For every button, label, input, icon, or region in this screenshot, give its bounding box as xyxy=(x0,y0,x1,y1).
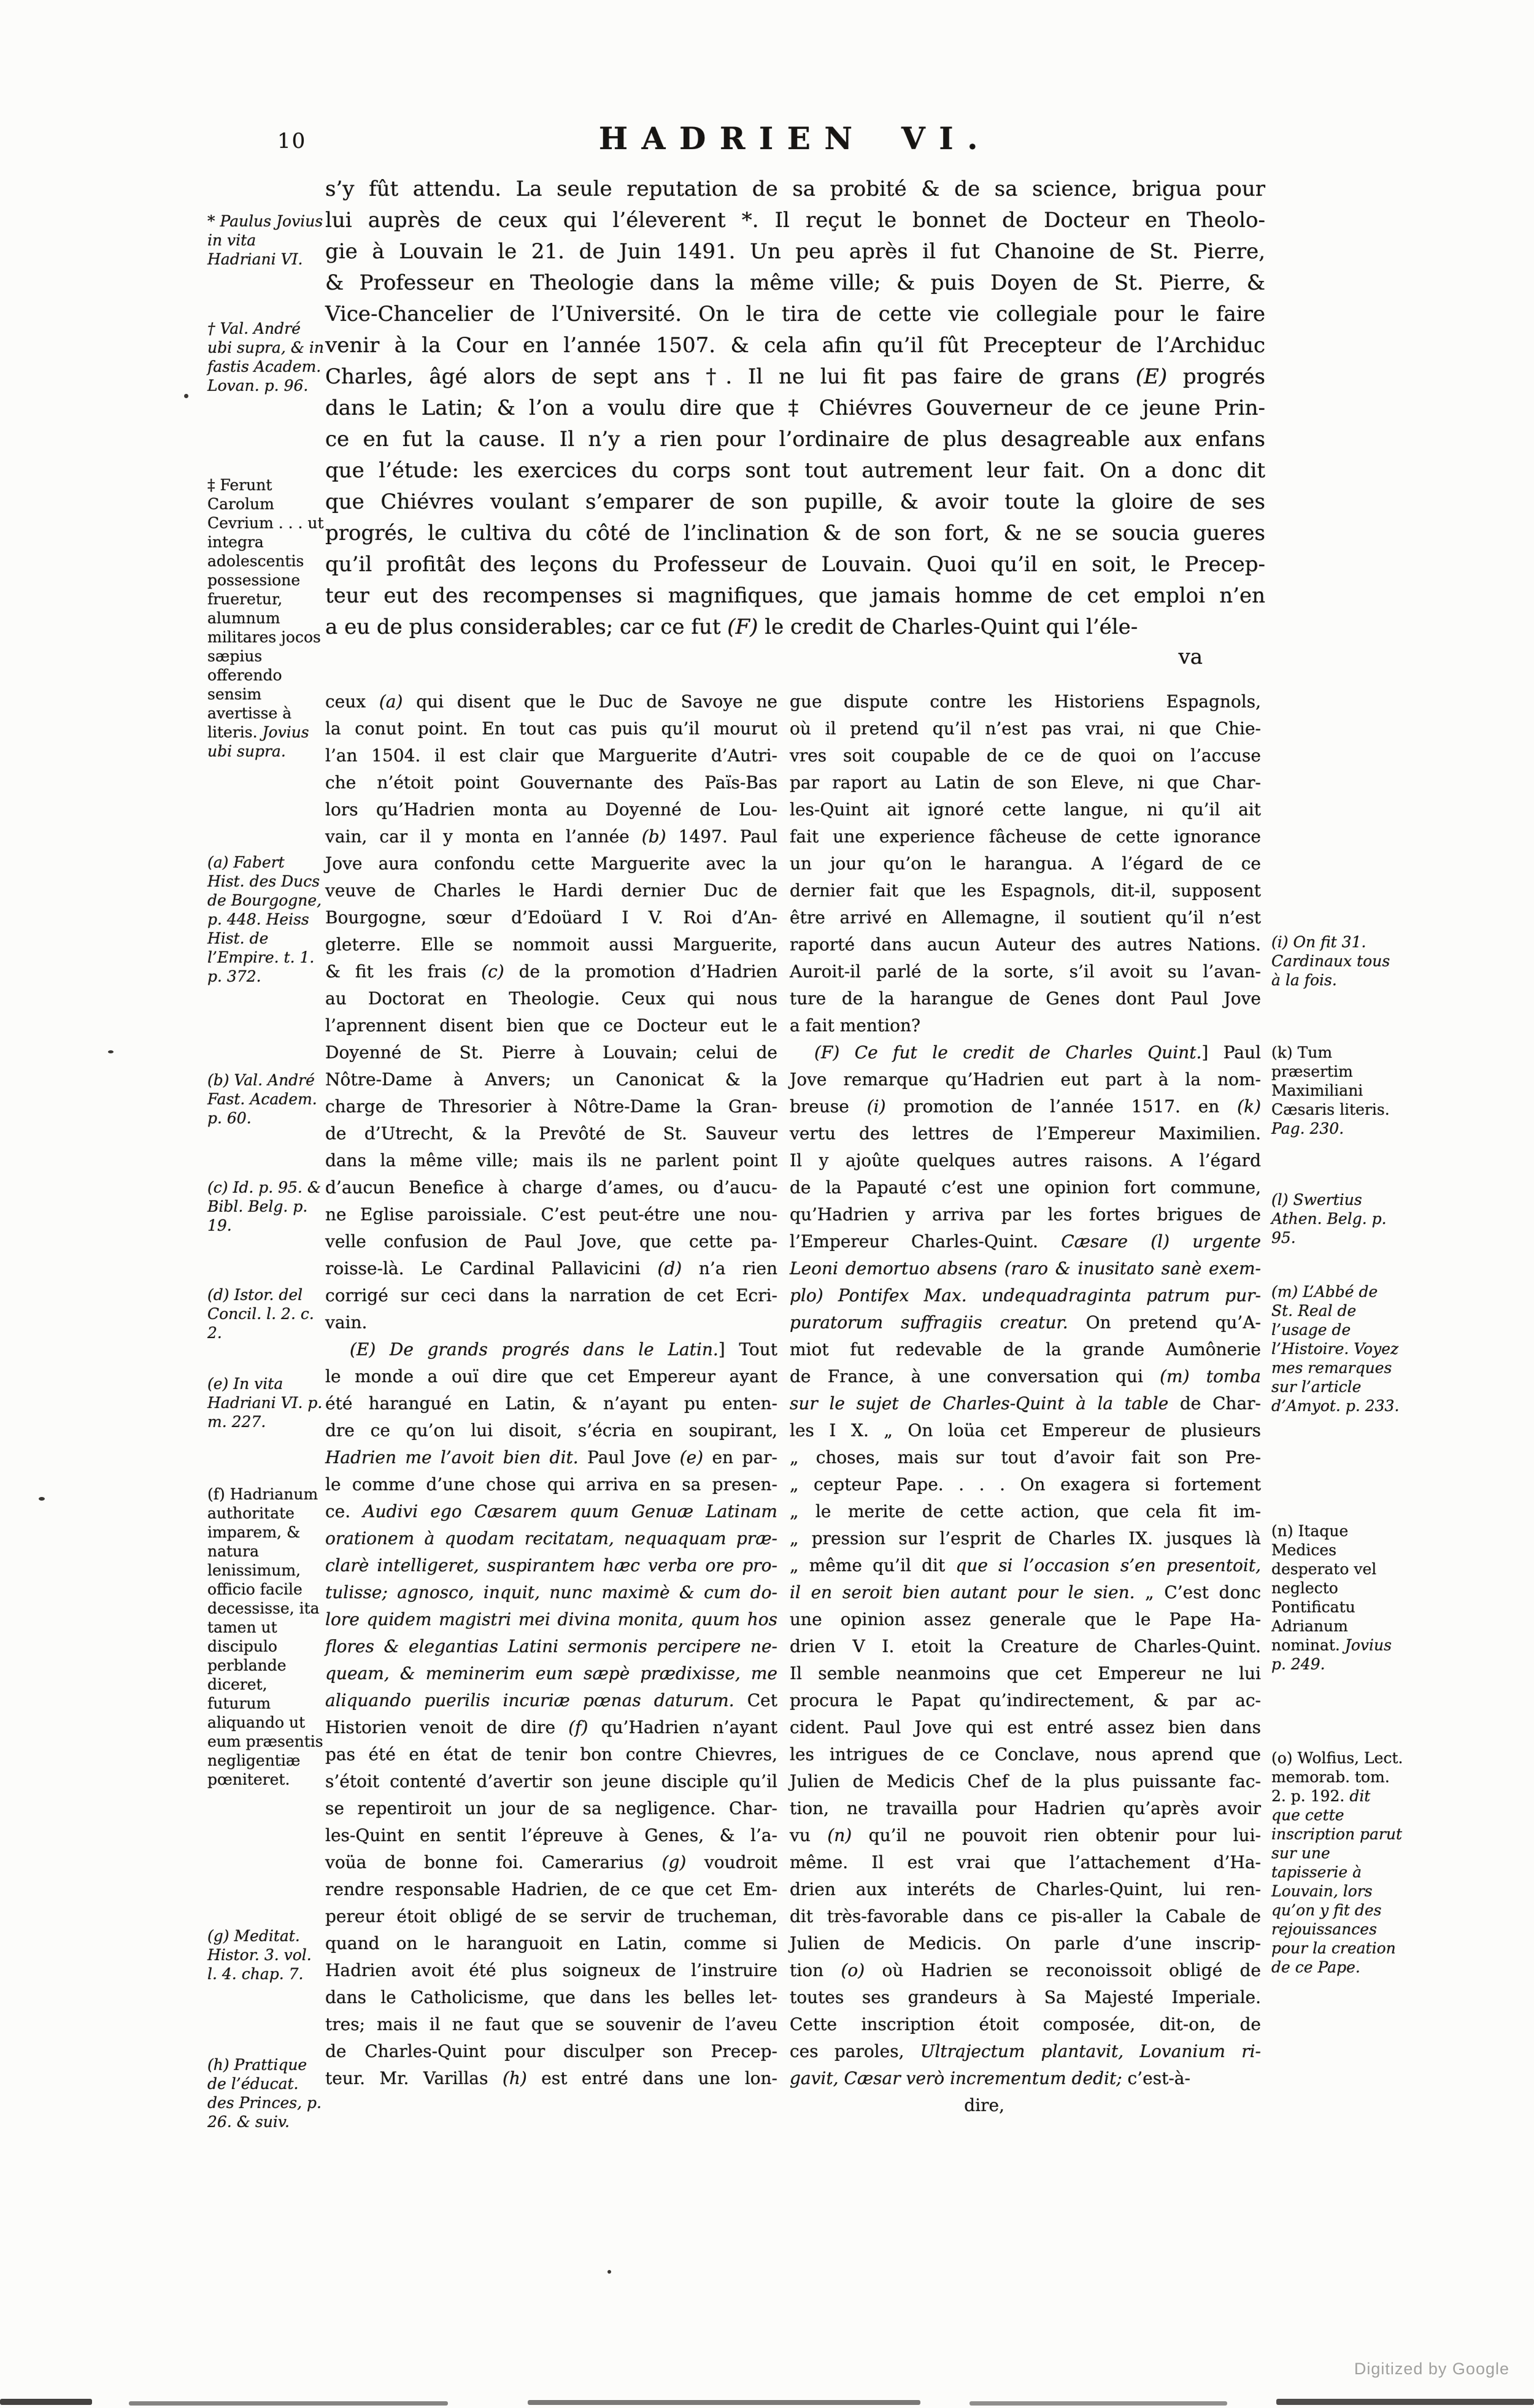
footnote-g: (g) Meditat. Histor. 3. vol. l. 4. chap. 7. xyxy=(207,1927,312,1983)
text-line: & fit les frais (c) de la promotion d’Hadrien xyxy=(325,961,777,982)
footnote-k: (k) Tum præsertim Maximiliani Cæsaris literis. Pag. 230. xyxy=(1271,1044,1390,1137)
text-line: dans le Latin; & l’on a voulu dire que ‡ Chiévres Gouverneur de ce jeune Prin- xyxy=(325,396,1265,420)
text-line: Auroit-il parlé de la sorte, s’il avoit su l’avan- xyxy=(790,961,1261,982)
ink-speck xyxy=(607,2270,611,2274)
text-line: procura le Papat qu’indirectement, & par ac- xyxy=(790,1690,1261,1710)
text-line: les-Quint en sentit l’épreuve à Genes, & l’a- xyxy=(325,1825,777,1845)
text-line: tulisse; agnosco, inquit, nunc maximè & cum do- xyxy=(325,1582,777,1602)
text-line: venir à la Cour en l’année 1507. & cela afin qu’il fût Precepteur de l’Archiduc xyxy=(325,333,1265,358)
text-line: queam, & meminerim eum sæpè prædixisse, me xyxy=(325,1663,777,1683)
scan-artifact-segment xyxy=(969,2401,1227,2406)
text-line: l’Empereur Charles-Quint. Cæsare (l) urgente xyxy=(790,1231,1261,1252)
text-line: dernier fait que les Espagnols, dit-il, supposent xyxy=(790,880,1261,901)
text-line: a eu de plus considerables; car ce fut (F) le credit de Charles-Quint qui l’éle- xyxy=(325,615,1138,639)
right-text-column xyxy=(790,688,1261,2092)
text-line: où il pretend qu’il n’est pas vrai, ni que Chie- xyxy=(790,718,1261,739)
text-line: charge de Thresorier à Nôtre-Dame la Gran- xyxy=(325,1096,777,1117)
text-line: gue dispute contre les Historiens Espagnols, xyxy=(790,691,1261,712)
text-line: l’aprennent disent bien que ce Docteur eut le xyxy=(325,1015,777,1036)
text-line: être arrivé en Allemagne, il soutient qu’il n’est xyxy=(790,907,1261,928)
scan-edge-artifact xyxy=(0,2390,1534,2408)
footnote-d: (d) Istor. del Concil. l. 2. c. 2. xyxy=(207,1286,314,1342)
text-line: de d’Utrecht, & la Prevôté de St. Sauveur xyxy=(325,1123,777,1144)
text-line: corrigé sur ceci dans la narration de cet Ecri- xyxy=(325,1285,777,1306)
text-line: Vice-Chancelier de l’Université. On le tira de cette vie collegiale pour le faire xyxy=(325,302,1265,326)
text-line: même. Il est vrai que l’attachement d’Ha- xyxy=(790,1852,1261,1872)
text-line: le monde a ouï dire que cet Empereur ayant xyxy=(325,1366,777,1387)
footnote-l: (l) Swertius Athen. Belg. p. 95. xyxy=(1271,1191,1387,1247)
text-line: lui auprès de ceux qui l’éleverent *. Il reçut le bonnet de Docteur en Theolo- xyxy=(325,208,1265,233)
text-line: orationem à quodam recitatam, nequaquam præ- xyxy=(325,1528,777,1548)
text-line: plo) Pontifex Max. undequadraginta patrum pur- xyxy=(790,1285,1261,1306)
text-line: lors qu’Hadrien monta au Doyenné de Lou- xyxy=(325,799,777,820)
text-line: été harangué en Latin, & n’ayant pu enten- xyxy=(325,1393,777,1414)
text-line: la conut point. En tout cas puis qu’il mourut xyxy=(325,718,777,739)
text-line: teur. Mr. Varillas (h) est entré dans une lon- xyxy=(325,2068,777,2088)
text-line: Bourgogne, sœur d’Edoüard I V. Roi d’An- xyxy=(325,907,777,928)
text-line: l’an 1504. il est clair que Marguerite d’Autri- xyxy=(325,745,777,766)
text-line: voüa de bonne foi. Camerarius (g) voudroit xyxy=(325,1852,778,1872)
left-text-column xyxy=(325,688,777,2092)
text-line: se repentiroit un jour de sa negligence. Char- xyxy=(325,1798,777,1818)
footnote-f: (f) Hadrianum authoritate imparem, & natura lenissimum, officio facile decessisse, ita tamen ut discipulo perblande diceret, futurum aliquando ut eum præsentis negligentiæ pœniteret. xyxy=(207,1485,323,1788)
catchword-column: dire, xyxy=(964,2095,1004,2115)
text-line: Julien de Medicis Chef de la plus puissante fac- xyxy=(790,1771,1261,1791)
text-line: dre ce qu’on lui disoit, s’écria en soupirant, xyxy=(325,1420,777,1441)
text-line: veuve de Charles le Hardi dernier Duc de xyxy=(325,880,777,901)
text-line: gavit, Cæsar verò incrementum dedit; c’est-à- xyxy=(790,2068,1190,2088)
scan-artifact-segment xyxy=(0,2399,92,2405)
text-line: puratorum suffragiis creatur. On pretend qu’A- xyxy=(790,1312,1262,1333)
text-line: progrés, le cultiva du côté de l’inclination & de son fort, & ne se soucia gueres xyxy=(325,521,1265,545)
text-line: s’étoit contenté d’avertir son jeune disciple qu’il xyxy=(325,1771,777,1791)
text-line: il en seroit bien autant pour le sien. „ C’est donc xyxy=(790,1582,1262,1602)
scan-artifact-segment xyxy=(129,2401,448,2406)
text-line: Hadrien avoit été plus soigneux de l’instruire xyxy=(325,1960,777,1980)
text-line: gleterre. Elle se nommoit aussi Marguerite, xyxy=(325,934,777,955)
text-line: Jove remarque qu’Hadrien eut part à la nom- xyxy=(790,1069,1261,1090)
text-line: tion, ne travailla pour Hadrien qu’après avoir xyxy=(790,1798,1261,1818)
text-line: flores & elegantias Latini sermonis percipere ne- xyxy=(325,1636,777,1656)
text-line: Charles, âgé alors de sept ans †. Il ne lui fit pas faire de grans (E) progrés xyxy=(325,364,1265,389)
text-line: dit très-favorable dans ce pis-aller la Cabale de xyxy=(790,1906,1261,1926)
footnote-b: (b) Val. André Fast. Academ. p. 60. xyxy=(207,1071,317,1127)
text-line: vain, car il y monta en l’année (b) 1497. Paul xyxy=(325,826,778,847)
footnote-i: (i) On fit 31. Cardinaux tous à la fois. xyxy=(1271,933,1390,989)
text-line: „ cepteur Pape. . . . On exagera si fortement xyxy=(790,1474,1261,1494)
text-line: a fait mention? xyxy=(790,1015,921,1036)
text-line: de la Papauté c’est une opinion fort commune, xyxy=(790,1177,1261,1198)
text-line: Il y ajoûte quelques autres raisons. A l’égard xyxy=(790,1150,1261,1171)
text-line: Il semble neanmoins que cet Empereur ne lui xyxy=(790,1663,1261,1683)
text-line: vertu des lettres de l’Empereur Maximilien. xyxy=(790,1123,1261,1144)
text-line: Cette inscription étoit composée, dit-on, de xyxy=(790,2014,1261,2034)
text-line: „ choses, mais sur tout d’avoir fait son Pre- xyxy=(790,1447,1261,1467)
footnote-c: (c) Id. p. 95. & Bibl. Belg. p. 19. xyxy=(207,1179,322,1234)
text-line: d’aucun Benefice à charge d’ames, ou d’aucu- xyxy=(325,1177,777,1198)
text-line: miot fut redevable de la grande Aumônerie xyxy=(790,1339,1261,1360)
text-line: de France, à une conversation qui (m) tomba xyxy=(790,1366,1261,1387)
text-line: vu (n) qu’il ne pouvoit rien obtenir pour lui- xyxy=(790,1825,1261,1845)
ink-speck xyxy=(108,1050,114,1053)
text-line: roisse-là. Le Cardinal Pallavicini (d) n’a rien xyxy=(325,1258,777,1279)
text-line: lore quidem magistri mei divina monita, quum hos xyxy=(325,1609,777,1629)
footnote-n: (n) Itaque Medices desperato vel neglecto Pontificatu Adrianum nominat. Jovius p. 249. xyxy=(1271,1522,1392,1673)
text-line: Hadrien me l’avoit bien dit. Paul Jove (e) en par- xyxy=(325,1447,778,1467)
footnote-dagger: † Val. André ubi supra, & in fastis Academ. Lovan. p. 96. xyxy=(207,320,325,394)
text-line: tres; mais il ne faut que se souvenir de l’aveu xyxy=(325,2014,777,2034)
text-line: dans le Catholicisme, que dans les belles let- xyxy=(325,1987,777,2007)
main-text-block xyxy=(325,174,1265,643)
footnote-e: (e) In vita Hadriani VI. p. m. 227. xyxy=(207,1375,323,1431)
text-line: quand on le haranguoit en Latin, comme si xyxy=(325,1933,777,1953)
text-line: & Professeur en Theologie dans la même ville; & puis Doyen de St. Pierre, & xyxy=(325,271,1265,295)
text-line: vres soit coupable de ce de quoi on l’accuse xyxy=(790,745,1261,766)
text-line: „ pression sur l’esprit de Charles IX. jusques là xyxy=(790,1528,1261,1548)
footnote-double-dagger: ‡ Ferunt Carolum Cevrium . . . ut integra adolescentis possessione frueretur, alumnum militares jocos sæpius offerendo sensim avertisse à literis. Jovius ubi supra. xyxy=(207,476,324,760)
scan-artifact-segment xyxy=(528,2400,920,2405)
text-line: raporté dans aucun Auteur des autres Nations. xyxy=(790,934,1261,955)
footnote-m: (m) L’Abbé de St. Real de l’usage de l’Histoire. Voyez mes remarques sur l’article d’Amyot. p. 233. xyxy=(1271,1283,1400,1415)
text-line: les intrigues de ce Conclave, nous aprend que xyxy=(790,1744,1261,1764)
page-number: 10 xyxy=(277,129,307,153)
text-line: qu’il profitât des leçons du Professeur de Louvain. Quoi qu’il en soit, le Precep- xyxy=(325,552,1265,577)
text-line: ce en fut la cause. Il n’y a rien pour l’ordinaire de plus desagreable aux enfans xyxy=(325,427,1265,452)
text-line: aliquando puerilis incuriæ pœnas daturum. Cet xyxy=(325,1690,777,1710)
text-line: le comme d’une chose qui arriva en sa presen- xyxy=(325,1474,777,1494)
text-line: fait une experience fâcheuse de cette ignorance xyxy=(790,826,1261,847)
left-margin-notes xyxy=(207,0,325,2408)
text-line: les-Quint ait ignoré cette langue, ni qu’il ait xyxy=(790,799,1261,820)
text-line: tion (o) où Hadrien se reconoissoit obligé de xyxy=(790,1960,1261,1980)
text-line: Historien venoit de dire (f) qu’Hadrien n’ayant xyxy=(325,1717,777,1737)
text-line: s’y fût attendu. La seule reputation de sa probité & de sa science, brigua pour xyxy=(325,177,1265,201)
text-line: que l’étude: les exercices du corps sont tout autrement leur fait. On a donc dit xyxy=(325,458,1265,483)
text-line: velle confusion de Paul Jove, que cette pa- xyxy=(325,1231,777,1252)
text-line: „ le merite de cette action, que cela fit im- xyxy=(790,1501,1261,1521)
text-line: (F) Ce fut le credit de Charles Quint.] Paul xyxy=(814,1042,1261,1063)
text-line: dans la même ville; mais ils ne parlent point xyxy=(325,1150,777,1171)
footnote-star: * Paulus Jovius in vita Hadriani VI. xyxy=(207,212,323,268)
text-line: une opinion assez generale que le Pape Ha- xyxy=(790,1609,1261,1629)
text-line: ture de la harangue de Genes dont Paul Jove xyxy=(790,988,1261,1009)
footnote-a: (a) Fabert Hist. des Ducs de Bourgogne, p. 448. Heiss Hist. de l’Empire. t. 1. p. 372. xyxy=(207,853,322,985)
text-line: Julien de Medicis. On parle d’une inscrip- xyxy=(790,1933,1261,1953)
text-line: Leoni demortuo absens (raro & inusitato sanè exem- xyxy=(790,1258,1261,1279)
digitized-by-google-watermark: Digitized by Google xyxy=(1354,2360,1509,2378)
text-line: (E) De grands progrés dans le Latin.] Tout xyxy=(350,1339,777,1360)
text-line: de Charles-Quint pour disculper son Precep- xyxy=(325,2041,777,2061)
text-line: sur le sujet de Charles-Quint à la table de Char- xyxy=(790,1393,1261,1414)
text-line: toutes ses grandeurs à Sa Majesté Imperiale. xyxy=(790,1987,1261,2007)
text-line: drien V I. etoit la Creature de Charles-Quint. xyxy=(790,1636,1261,1656)
text-line: Doyenné de St. Pierre à Louvain; celui de xyxy=(325,1042,777,1063)
text-line: ne Eglise paroissiale. C’est peut-étre une nou- xyxy=(325,1204,777,1225)
text-line: par raport au Latin de son Eleve, ni que Char- xyxy=(790,772,1261,793)
text-line: ceux (a) qui disent que le Duc de Savoye ne xyxy=(325,691,777,712)
text-line: que Chiévres voulant s’emparer de son pupille, & avoir toute la gloire de ses xyxy=(325,490,1265,514)
text-line: pereur étoit obligé de se servir de trucheman, xyxy=(325,1906,777,1926)
text-line: breuse (i) promotion de l’année 1517. en (k) xyxy=(790,1096,1261,1117)
ink-speck xyxy=(184,394,188,398)
text-line: Nôtre-Dame à Anvers; un Canonicat & la xyxy=(325,1069,777,1090)
text-line: ce. Audivi ego Cæsarem quum Genuæ Latinam xyxy=(325,1501,777,1521)
text-line: teur eut des recompenses si magnifiques, que jamais homme de cet emploi n’en xyxy=(325,583,1265,608)
page-title: HADRIEN VI. xyxy=(598,120,992,156)
text-line: che n’étoit point Gouvernante des Païs-Bas xyxy=(325,772,777,793)
text-line: rendre responsable Hadrien, de ce que cet Em- xyxy=(325,1879,777,1899)
text-line: un jour qu’on le harangua. A l’égard de ce xyxy=(790,853,1261,874)
right-margin-notes xyxy=(1271,0,1403,2408)
text-line: pas été en état de tenir bon contre Chievres, xyxy=(325,1744,777,1764)
text-line: au Doctorat en Theologie. Ceux qui nous xyxy=(325,988,777,1009)
text-line: les I X. „ On loüa cet Empereur de plusieurs xyxy=(790,1420,1261,1441)
catchword-main: va xyxy=(1178,645,1203,669)
text-line: vain. xyxy=(325,1312,368,1333)
text-line: Jove aura confondu cette Marguerite avec la xyxy=(325,853,777,874)
text-line: gie à Louvain le 21. de Juin 1491. Un peu après il fut Chanoine de St. Pierre, xyxy=(325,239,1265,264)
text-line: „ même qu’il dit que si l’occasion s’en presentoit, xyxy=(790,1555,1261,1575)
text-line: qu’Hadrien y arriva par les fortes brigues de xyxy=(790,1204,1261,1225)
text-line: clarè intelligeret, suspirantem hæc verba ore pro- xyxy=(325,1555,777,1575)
text-line: cident. Paul Jove qui est entré assez bien dans xyxy=(790,1717,1261,1737)
footnote-h: (h) Prattique de l’éducat. des Princes, p. 26. & suiv. xyxy=(207,2056,322,2131)
scan-artifact-segment xyxy=(1276,2399,1534,2405)
text-line: drien aux interéts de Charles-Quint, lui ren- xyxy=(790,1879,1261,1899)
footnote-o: (o) Wolfius, Lect. memorab. tom. 2. p. 192. dit que cette inscription parut sur une tapisserie à Louvain, lors qu’on y fit des rejouissances pour la creation de ce Pape. xyxy=(1271,1749,1403,1976)
ink-speck xyxy=(39,1497,45,1501)
text-line: ces paroles, Ultrajectum plantavit, Lovanium ri- xyxy=(790,2041,1261,2061)
